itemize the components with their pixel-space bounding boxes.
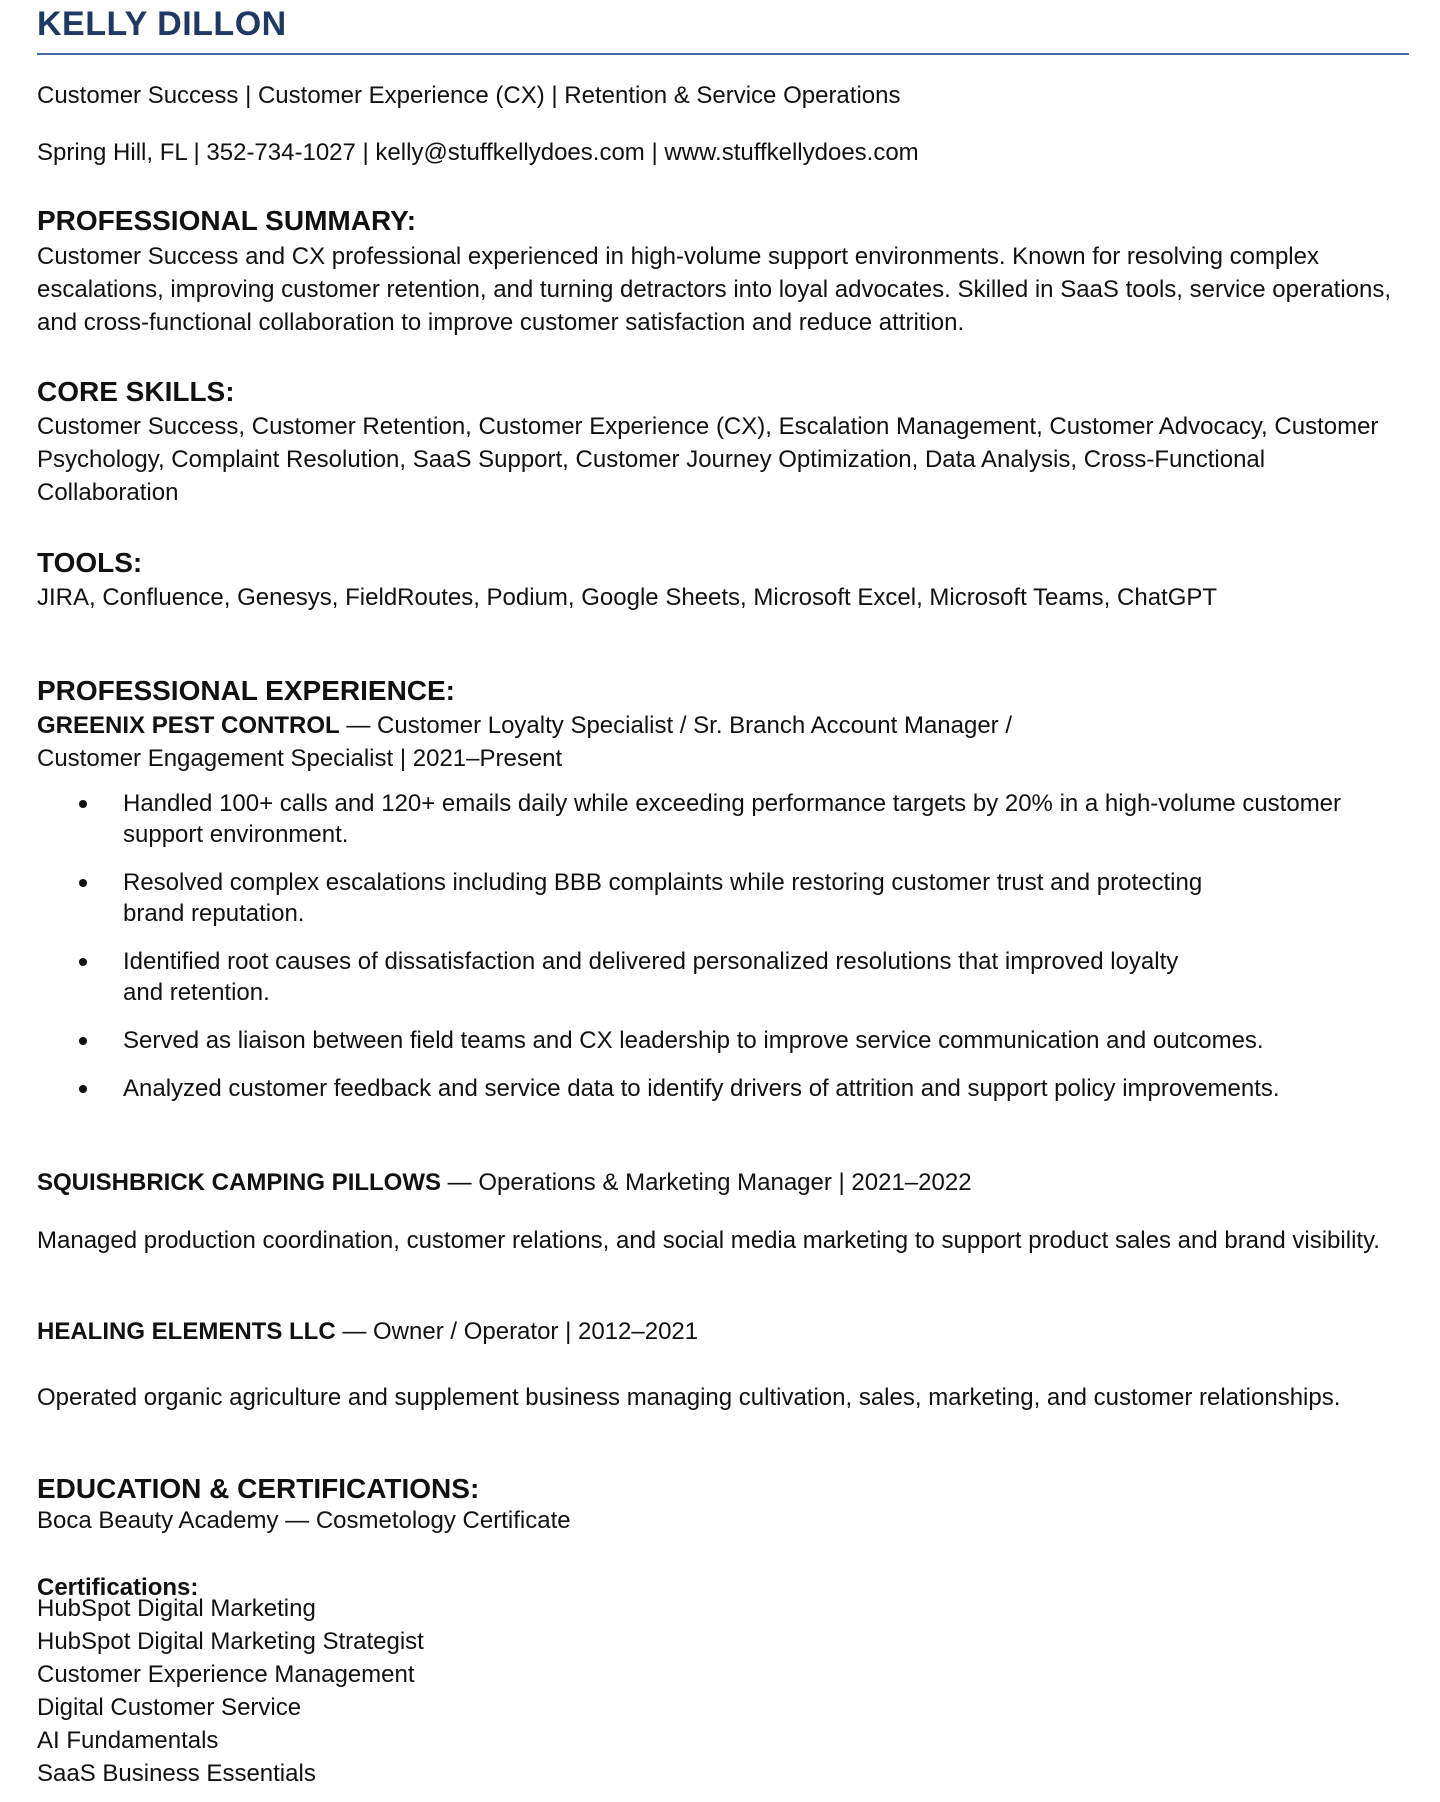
list-item: Handled 100+ calls and 120+ emails daily while exceeding performance targets by 20% in a high-volume customer support environment.: [37, 788, 1409, 850]
bullet-icon: [79, 958, 87, 966]
list-item: Digital Customer Service: [37, 1694, 302, 1721]
list-item: Customer Experience Management: [37, 1661, 415, 1688]
list-item: AI Fundamentals: [37, 1727, 219, 1754]
tools-text: JIRA, Confluence, Genesys, FieldRoutes, Podium, Google Sheets, Microsoft Excel, Microsoft Teams, ChatGPT: [37, 584, 1218, 611]
summary-text: Customer Success and CX professional experienced in high-volume support environments. Known for resolving complex escalations, improving customer retention, and turning detractors into loyal advocates. Skilled in SaaS tools, service operations, and cross-functional collaboration to improve customer satisfaction and reduce attrition.: [37, 243, 1392, 336]
job-title-healing-elements: [37, 1315, 698, 1348]
list-item: SaaS Business Essentials: [37, 1760, 316, 1787]
certifications-list: [37, 1592, 424, 1790]
job-role: — Operations & Marketing Manager | 2021–2022: [441, 1169, 972, 1196]
job-title-greenix: [37, 709, 1057, 775]
company-name: GREENIX PEST CONTROL: [37, 712, 340, 739]
experience-heading: PROFESSIONAL EXPERIENCE:: [37, 675, 456, 706]
list-item: Served as liaison between field teams and CX leadership to improve service communication and outcomes.: [37, 1025, 1409, 1056]
list-item: Analyzed customer feedback and service data to identify drivers of attrition and support policy improvements.: [37, 1073, 1409, 1104]
header-divider: [37, 53, 1409, 55]
skills-heading: CORE SKILLS:: [37, 376, 235, 407]
bullet-icon: [79, 1085, 87, 1093]
company-name: SQUISHBRICK CAMPING PILLOWS: [37, 1169, 442, 1196]
tools-heading: TOOLS:: [37, 547, 143, 578]
list-item: HubSpot Digital Marketing Strategist: [37, 1628, 424, 1655]
summary-heading: PROFESSIONAL SUMMARY:: [37, 205, 417, 236]
bullet-icon: [79, 800, 87, 808]
tagline: Customer Success | Customer Experience (CX) | Retention & Service Operations: [37, 82, 901, 109]
bullet-icon: [79, 1037, 87, 1045]
list-item: Resolved complex escalations including BBB complaints while restoring customer trust and protecting brand reputation.: [37, 867, 1409, 929]
list-item: Identified root causes of dissatisfaction and delivered personalized resolutions that improved loyalty and retention.: [37, 946, 1409, 1008]
bullet-icon: [79, 879, 87, 887]
greenix-bullets: [37, 788, 1409, 1104]
job-title-squishbrick: [37, 1166, 972, 1199]
candidate-name: KELLY DILLON: [37, 5, 287, 43]
list-item: HubSpot Digital Marketing: [37, 1595, 316, 1622]
healing-elements-description: Operated organic agriculture and supplement business managing cultivation, sales, marketing, and customer relationships.: [37, 1384, 1341, 1411]
job-role: — Owner / Operator | 2012–2021: [335, 1318, 699, 1345]
squishbrick-description: Managed production coordination, customer relations, and social media marketing to support product sales and brand visibility.: [37, 1227, 1380, 1254]
job-role: — Customer Loyalty Specialist / Sr. Branch Account Manager / Customer Engagement Specialist | 2021–Present: [37, 712, 1013, 772]
certifications-heading: Certifications:: [37, 1574, 199, 1601]
education-school: Boca Beauty Academy — Cosmetology Certificate: [37, 1507, 571, 1534]
education-heading: EDUCATION & CERTIFICATIONS:: [37, 1473, 480, 1504]
contact-info: Spring Hill, FL | 352-734-1027 | kelly@stuffkellydoes.com | www.stuffkellydoes.com: [37, 139, 919, 166]
company-name: HEALING ELEMENTS LLC: [37, 1318, 336, 1345]
skills-text: Customer Success, Customer Retention, Customer Experience (CX), Escalation Management, Customer Advocacy, Customer Psychology, Complaint Resolution, SaaS Support, Customer Journey Optimization, Data Analysis, Cross-Functional Collaboration: [37, 413, 1379, 506]
